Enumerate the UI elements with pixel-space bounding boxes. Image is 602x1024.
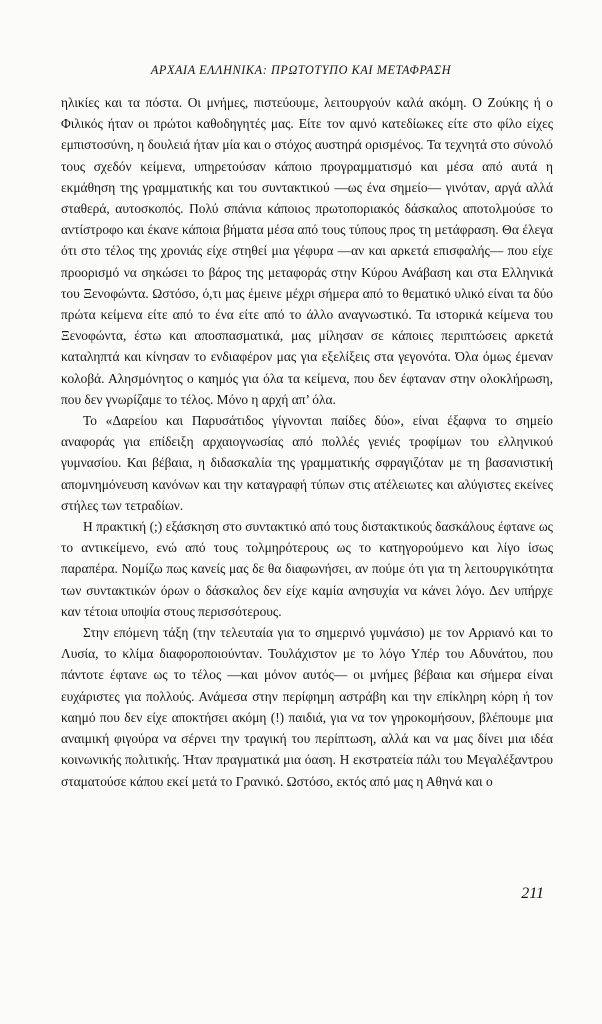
paragraph: Το «Δαρείου και Παρυσάτιδος γίγνονται παίδες δύο», είναι έξαφνα το σημείο αναφοράς για επίδειξη αρχαιογνωσίας από πολλές γενιές τροφίμων του ελληνικού γυμνασίου. Και βέβαια, η διδασκαλία της γραμματικής σφραγιζόταν με τη βασανιστική απομνημόνευση κανόνων και την καταγραφή τύπων στις ατέλειωτες και αλύγιστες εκείνες στήλες των τετραδίων. xyxy=(61,413,553,513)
running-title: ΑΡΧΑΙΑ ΕΛΛΗΝΙΚΑ: ΠΡΩΤΟΤΥΠΟ ΚΑΙ ΜΕΤΑΦΡΑΣΗ xyxy=(150,63,452,77)
page-number: 211 xyxy=(521,885,544,902)
paragraph: ηλικίες και τα πόστα. Οι μνήμες, πιστεύουμε, λειτουργούν καλά ακόμη. Ο Ζούκης ή ο Φιλικός ήταν οι πρώτοι καθοδηγητές μας. Είτε τον αμνό κατεδίωκες είτε στο φίλο είχες εμπιστοσύνη, η δουλειά ήταν μία και ο στόχος αυστηρά ορισμένος. Τα τεχνητά στο σύνολό τους σχεδόν κείμενα, υπηρετούσαν κάποιο προγραμματισμό και μέσα από αυτά η εκμάθηση της γραμματικής και του συντακτικού —ως ένα σημείο— γινόταν, αργά αλλά σταθερά, αυτοσκοπός. Πολύ σπάνια κάποιος πρωτοποριακός δάσκαλος αποτολμούσε το αντίστροφο και έκανε κάποια βήματα μέσα από τους τύπους προς τη μετάφραση. Θα έλεγα ότι στο τέλος της χρονιάς είχε στηθεί μια γέφυρα —αν και αρκετά επισφαλής— που είχε προορισμό να σηκώσει το βάρος της μεταφοράς στην Κύρου Ανάβαση και στα Ελληνικά του Ξενοφώντα. Ωστόσο, ό,τι μας έμεινε μέχρι σήμερα από το θεματικό υλικό είναι τα δύο πρώτα κείμενα είτε από το ένα είτε από το άλλο αναγνωστικό. Τα ιστορικά κείμενα του Ξενοφώντα, έστω και αποσπασματικά, μας μίλησαν σε κάποιες περιπτώσεις αρκετά καταληπτά και κίνησαν το ενδιαφέρον μας για εξελίξεις στα γεγονότα. Όλα όμως έμεναν κολοβά. Αλησμόνητος ο καημός για όλα τα κείμενα, που δεν έφταναν στην ολοκλήρωση, που δεν γνωρίζαμε το τέλος. Μόνο η αρχή απ’ όλα. xyxy=(61,95,553,407)
paragraph: Η πρακτική (;) εξάσκηση στο συντακτικό από τους διστακτικούς δασκάλους έφτανε ως το αντικείμενο, ενώ από τους τολμηρότερους ως το κατηγορούμενο και λίγο ίσως παραπέρα. Νομίζω πως κανείς μας δε θα διαφωνήσει, αν πούμε ότι για τη λειτουργικότητα των συντακτικών όρων ο δάσκαλος δεν είχε καμία ανησυχία να κάνει λόγο. Δεν υπήρχε καν τέτοια υποψία στους περισσότερους. xyxy=(61,519,553,619)
body-text xyxy=(61,92,553,792)
paragraph: Στην επόμενη τάξη (την τελευταία για το σημερινό γυμνάσιο) με τον Αρριανό και το Λυσία, το κλίμα διαφοροποιούνταν. Τουλάχιστον με το λόγο Υπέρ του Αδυνάτου, που πάντοτε έφτανε ως το τέλος —και μόνον αυτός— οι μνήμες βέβαια και σήμερα είναι ευχάριστες για πολλούς. Ανάμεσα στην περίφημη αστράβη και την επίκληρη κόρη ή τον καημό που δεν είχε αποκτήσει ακόμη (!) παιδιά, για να τον γηροκομήσουν, βλέπουμε μια αναιμική φιγούρα να σέρνει την τραγική του περίπτωση, αλλά και να μας δίνει μια ιδέα κοινωνικής πολιτικής. Ήταν πραγματικά μια όαση. Η εκστρατεία πάλι του Μεγαλέξαντρου σταματούσε κάπου εκεί μετά το Γρανικό. Ωστόσο, εκτός από μας η Αθηνά και ο xyxy=(61,625,553,789)
